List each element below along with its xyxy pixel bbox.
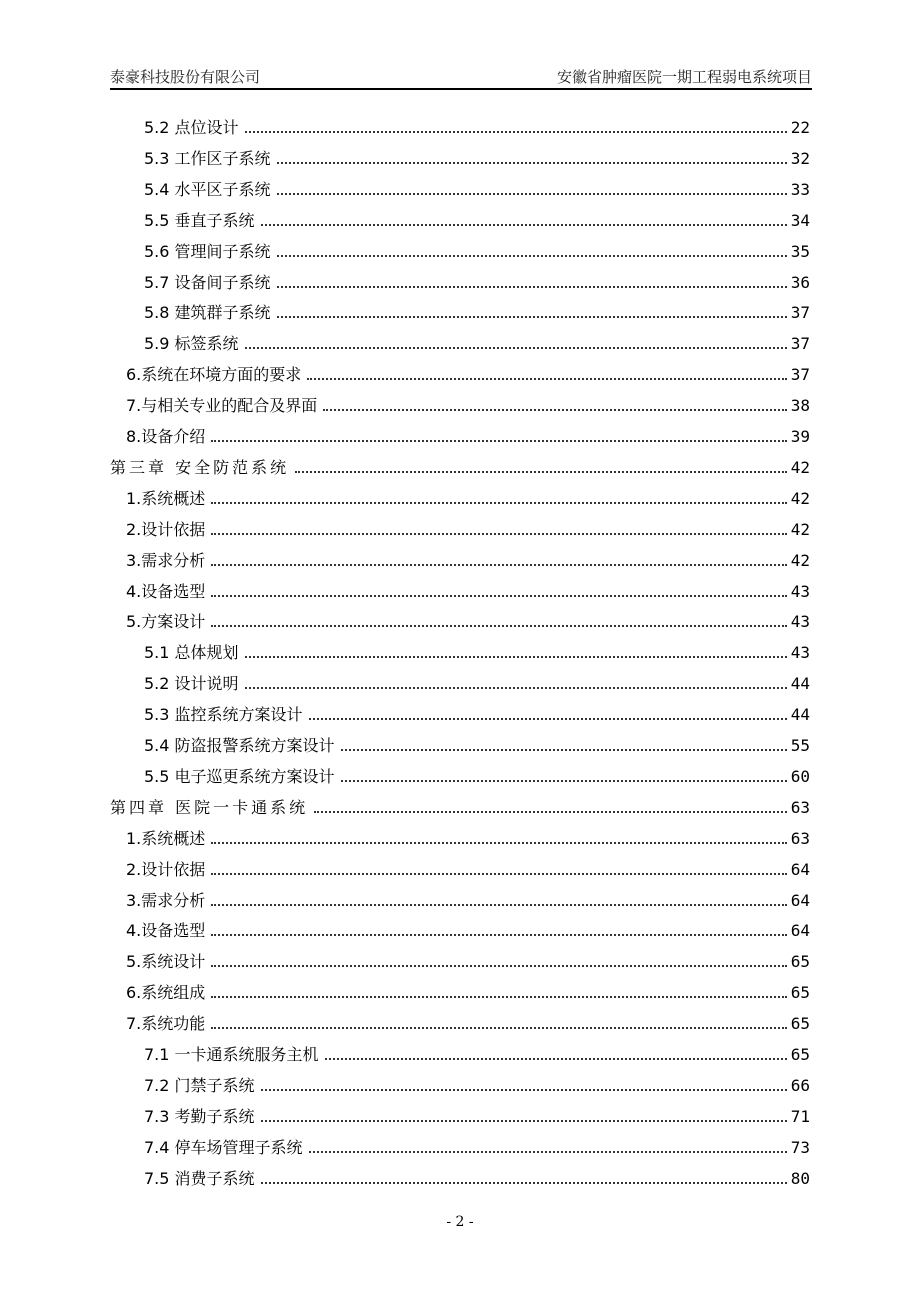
- toc-entry-page-number: 42: [790, 551, 810, 570]
- toc-dot-leader: [211, 595, 786, 597]
- toc-entry[interactable]: [144, 332, 810, 354]
- toc-entry-page-number: 64: [790, 921, 810, 940]
- toc-dot-leader: [277, 316, 787, 318]
- toc-entry-page-number: 36: [790, 273, 810, 292]
- toc-dot-leader: [277, 255, 787, 257]
- toc-entry-page-number: 65: [790, 1014, 810, 1033]
- toc-dot-leader: [341, 780, 787, 782]
- toc-chapter-entry[interactable]: [110, 456, 810, 478]
- toc-entry-title: 5.5 垂直子系统: [144, 211, 255, 230]
- toc-dot-leader: [245, 656, 787, 658]
- toc-entry[interactable]: [144, 672, 810, 694]
- toc-entry-title: 5.4 防盗报警系统方案设计: [144, 736, 335, 755]
- toc-entry[interactable]: [144, 734, 810, 756]
- toc-entry-title: 5.9 标签系统: [144, 334, 239, 353]
- toc-entry-page-number: 37: [790, 365, 810, 384]
- toc-entry[interactable]: [144, 301, 810, 323]
- toc-entry-title: 2.设计依据: [126, 860, 206, 879]
- toc-entry-title: 5.系统设计: [126, 952, 206, 971]
- toc-entry-page-number: 43: [790, 582, 810, 601]
- toc-entry-title: 6.系统组成: [126, 983, 206, 1002]
- toc-dot-leader: [307, 378, 786, 380]
- toc-entry[interactable]: [126, 827, 810, 849]
- toc-dot-leader: [323, 409, 786, 411]
- toc-entry-page-number: 80: [790, 1169, 810, 1188]
- toc-dot-leader: [309, 718, 787, 720]
- toc-entry[interactable]: [126, 549, 810, 571]
- toc-entry-title: 1.系统概述: [126, 829, 206, 848]
- toc-dot-leader: [277, 162, 787, 164]
- toc-dot-leader: [277, 286, 787, 288]
- toc-entry-title: 3.需求分析: [126, 891, 206, 910]
- toc-entry-page-number: 44: [790, 705, 810, 724]
- toc-entry-title: 第四章 医院一卡通系统: [110, 798, 309, 817]
- toc-dot-leader: [277, 193, 787, 195]
- toc-entry-page-number: 37: [790, 303, 810, 322]
- toc-dot-leader: [211, 440, 786, 442]
- toc-dot-leader: [309, 1151, 787, 1153]
- toc-entry-page-number: 42: [790, 458, 810, 477]
- toc-entry[interactable]: [126, 363, 810, 385]
- toc-entry-title: 5.3 工作区子系统: [144, 149, 271, 168]
- toc-dot-leader: [295, 471, 787, 473]
- toc-entry-page-number: 64: [790, 860, 810, 879]
- toc-entry[interactable]: [126, 858, 810, 880]
- toc-dot-leader: [245, 687, 787, 689]
- toc-entry-page-number: 60: [790, 767, 810, 786]
- toc-entry[interactable]: [144, 641, 810, 663]
- toc-dot-leader: [261, 1089, 787, 1091]
- toc-entry-page-number: 65: [790, 952, 810, 971]
- toc-dot-leader: [341, 749, 787, 751]
- toc-entry-page-number: 42: [790, 489, 810, 508]
- toc-entry-page-number: 38: [790, 396, 810, 415]
- toc-entry-page-number: 71: [790, 1107, 810, 1126]
- toc-entry-page-number: 32: [790, 149, 810, 168]
- toc-entry-title: 8.设备介绍: [126, 427, 206, 446]
- toc-dot-leader: [211, 1027, 786, 1029]
- toc-entry-title: 4.设备选型: [126, 582, 206, 601]
- toc-entry-title: 5.6 管理间子系统: [144, 242, 271, 261]
- toc-entry[interactable]: [126, 580, 810, 602]
- toc-dot-leader: [211, 842, 786, 844]
- toc-entry-page-number: 65: [790, 1045, 810, 1064]
- toc-dot-leader: [211, 625, 786, 627]
- toc-entry-page-number: 55: [790, 736, 810, 755]
- toc-entry[interactable]: [126, 889, 810, 911]
- toc-dot-leader: [261, 1182, 787, 1184]
- toc-dot-leader: [211, 502, 786, 504]
- toc-entry-page-number: 64: [790, 891, 810, 910]
- toc-dot-leader: [245, 347, 787, 349]
- toc-entry-title: 5.方案设计: [126, 612, 206, 631]
- toc-entry-title: 5.7 设备间子系统: [144, 273, 271, 292]
- toc-entry-title: 1.系统概述: [126, 489, 206, 508]
- toc-entry[interactable]: [126, 518, 810, 540]
- toc-entry-page-number: 65: [790, 983, 810, 1002]
- toc-entry-title: 5.5 电子巡更系统方案设计: [144, 767, 335, 786]
- toc-entry[interactable]: [144, 116, 810, 138]
- toc-dot-leader: [211, 934, 786, 936]
- toc-entry-page-number: 73: [790, 1138, 810, 1157]
- toc-dot-leader: [325, 1058, 787, 1060]
- toc-entry-title: 5.2 点位设计: [144, 118, 239, 137]
- toc-entry[interactable]: [144, 271, 810, 293]
- toc-entry-title: 5.1 总体规划: [144, 643, 239, 662]
- toc-dot-leader: [211, 533, 786, 535]
- toc-dot-leader: [211, 873, 786, 875]
- toc-dot-leader: [211, 564, 786, 566]
- toc-dot-leader: [314, 811, 787, 813]
- toc-entry[interactable]: [126, 610, 810, 632]
- toc-entry[interactable]: [144, 147, 810, 169]
- toc-entry[interactable]: [126, 950, 810, 972]
- toc-entry[interactable]: [144, 1105, 810, 1127]
- toc-entry[interactable]: [144, 209, 810, 231]
- toc-entry-page-number: 37: [790, 334, 810, 353]
- toc-entry-page-number: 63: [790, 829, 810, 848]
- toc-entry-title: 6.系统在环境方面的要求: [126, 365, 302, 384]
- toc-dot-leader: [211, 904, 786, 906]
- toc-entry-title: 7.3 考勤子系统: [144, 1107, 255, 1126]
- toc-dot-leader: [245, 131, 787, 133]
- toc-entry-title: 5.3 监控系统方案设计: [144, 705, 303, 724]
- toc-entry[interactable]: [126, 1012, 810, 1034]
- toc-entry-title: 7.系统功能: [126, 1014, 206, 1033]
- toc-entry[interactable]: [126, 919, 810, 941]
- header-project-name: 安徽省肿瘤医院一期工程弱电系统项目: [556, 68, 812, 86]
- toc-dot-leader: [261, 224, 787, 226]
- toc-entry-page-number: 33: [790, 180, 810, 199]
- toc-entry[interactable]: [144, 1167, 810, 1189]
- toc-entry-page-number: 43: [790, 612, 810, 631]
- toc-entry-page-number: 34: [790, 211, 810, 230]
- toc-entry[interactable]: [144, 1136, 810, 1158]
- toc-entry-title: 7.2 门禁子系统: [144, 1076, 255, 1095]
- toc-entry[interactable]: [126, 394, 810, 416]
- toc-entry[interactable]: [126, 487, 810, 509]
- toc-entry[interactable]: [126, 425, 810, 447]
- toc-entry-page-number: 63: [790, 798, 810, 817]
- toc-entry[interactable]: [144, 1074, 810, 1096]
- toc-entry-title: 第三章 安全防范系统: [110, 458, 290, 477]
- toc-entry[interactable]: [144, 765, 810, 787]
- toc-entry-title: 5.4 水平区子系统: [144, 180, 271, 199]
- toc-entry[interactable]: [144, 703, 810, 725]
- toc-entry-title: 7.1 一卡通系统服务主机: [144, 1045, 319, 1064]
- toc-entry-page-number: 22: [790, 118, 810, 137]
- toc-entry[interactable]: [144, 1043, 810, 1065]
- toc-entry-page-number: 66: [790, 1076, 810, 1095]
- toc-entry-page-number: 44: [790, 674, 810, 693]
- toc-entry-title: 4.设备选型: [126, 921, 206, 940]
- toc-entry-page-number: 39: [790, 427, 810, 446]
- toc-entry-title: 7.5 消费子系统: [144, 1169, 255, 1188]
- toc-entry-title: 5.8 建筑群子系统: [144, 303, 271, 322]
- toc-entry-title: 3.需求分析: [126, 551, 206, 570]
- toc-entry[interactable]: [144, 178, 810, 200]
- toc-entry-title: 2.设计依据: [126, 520, 206, 539]
- toc-entry-page-number: 35: [790, 242, 810, 261]
- toc-entry-title: 7.4 停车场管理子系统: [144, 1138, 303, 1157]
- toc-dot-leader: [261, 1120, 787, 1122]
- toc-entry-title: 7.与相关专业的配合及界面: [126, 396, 318, 415]
- toc-entry-page-number: 43: [790, 643, 810, 662]
- toc-dot-leader: [211, 965, 786, 967]
- toc-entry[interactable]: [126, 981, 810, 1003]
- toc-entry-title: 5.2 设计说明: [144, 674, 239, 693]
- toc-entry-page-number: 42: [790, 520, 810, 539]
- header-company-name: 泰豪科技股份有限公司: [110, 68, 261, 86]
- page-number: - 2 -: [446, 1214, 474, 1230]
- toc-dot-leader: [211, 996, 786, 998]
- toc-chapter-entry[interactable]: [110, 796, 810, 818]
- toc-entry[interactable]: [144, 240, 810, 262]
